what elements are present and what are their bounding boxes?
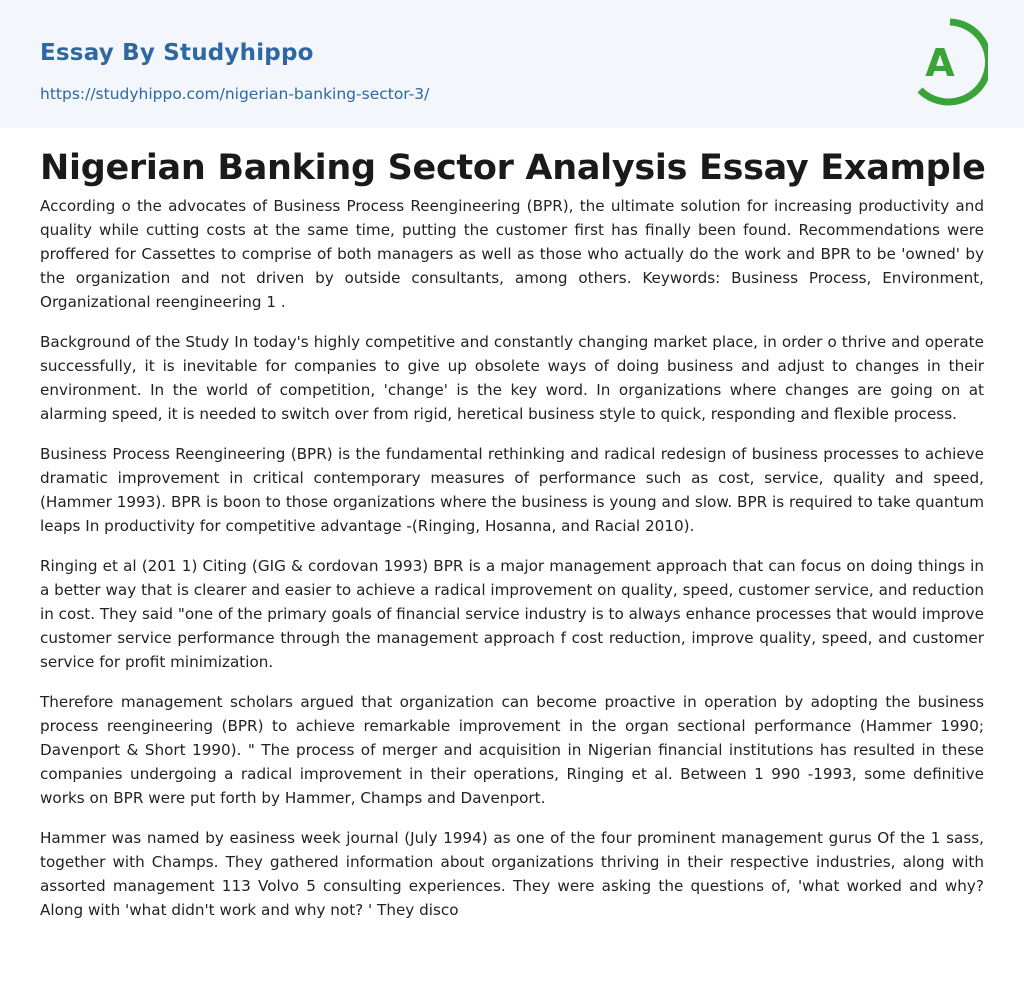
essay-paragraph-6: Hammer was named by easiness week journal (July 1994) as one of the four prominent management gurus Of the 1 sass, together with Champs. They gathered information about organizations thriving in their respective industries, along with assorted management 113 Volvo 5 consulting experiences. They were asking the questions of, 'what worked and why? Along with 'what didn't work and why not? ' They disco: [40, 829, 984, 919]
logo-letter: A: [925, 41, 955, 85]
essay-body: [40, 194, 984, 938]
site-header: [0, 0, 1024, 128]
page-title: Nigerian Banking Sector Analysis Essay Example: [40, 148, 986, 188]
site-brand[interactable]: Essay By Studyhippo: [40, 40, 314, 66]
source-url-link[interactable]: https://studyhippo.com/nigerian-banking-sector-3/: [40, 85, 430, 103]
essay-paragraph-5: Therefore management scholars argued that organization can become proactive in operation by adopting the business process reengineering (BPR) to achieve remarkable improvement in the organ sectional performance (Hammer 1990; Davenport & Short 1990). " The process of merger and acquisition in Nigerian financial institutions has resulted in these companies undergoing a radical improvement in their operations, Ringing et al. Between 1 990 -1993, some definitive works on BPR were put forth by Hammer, Champs and Davenport.: [40, 693, 984, 807]
essay-paragraph-3: Business Process Reengineering (BPR) is the fundamental rethinking and radical redesign of business processes to achieve dramatic improvement in critical contemporary measures of performance such as cost, service, quality and speed, (Hammer 1993). BPR is boon to those organizations where the business is young and slow. BPR is required to take quantum leaps In productivity for competitive advantage -(Ringing, Hosanna, and Racial 2010).: [40, 445, 984, 535]
studyhippo-logo-icon[interactable]: [912, 18, 988, 106]
essay-paragraph-2: Background of the Study In today's highly competitive and constantly changing market place, in order o thrive and operate successfully, it is inevitable for companies to give up obsolete ways of doing business and adjust to changes in their environment. In the world of competition, 'change' is the key word. In organizations where changes are going on at alarming speed, it is needed to switch over from rigid, heretical business style to quick, responding and flexible process.: [40, 333, 984, 423]
essay-paragraph-1: According o the advocates of Business Process Reengineering (BPR), the ultimate solution for increasing productivity and quality while cutting costs at the same time, putting the customer first has finally been found. Recommendations were proffered for Cassettes to comprise of both managers as well as those who actually do the work and BPR to be 'owned' by the organization and not driven by outside consultants, among others. Keywords: Business Process, Environment, Organizational reengineering 1 .: [40, 197, 984, 311]
essay-paragraph-4: Ringing et al (201 1) Citing (GIG & cordovan 1993) BPR is a major management approach that can focus on doing things in a better way that is clearer and easier to achieve a radical improvement on quality, speed, customer service, and reduction in cost. They said "one of the primary goals of financial service industry is to always enhance processes that would improve customer service performance through the management approach f cost reduction, improve quality, speed, and customer service for profit minimization.: [40, 557, 984, 671]
